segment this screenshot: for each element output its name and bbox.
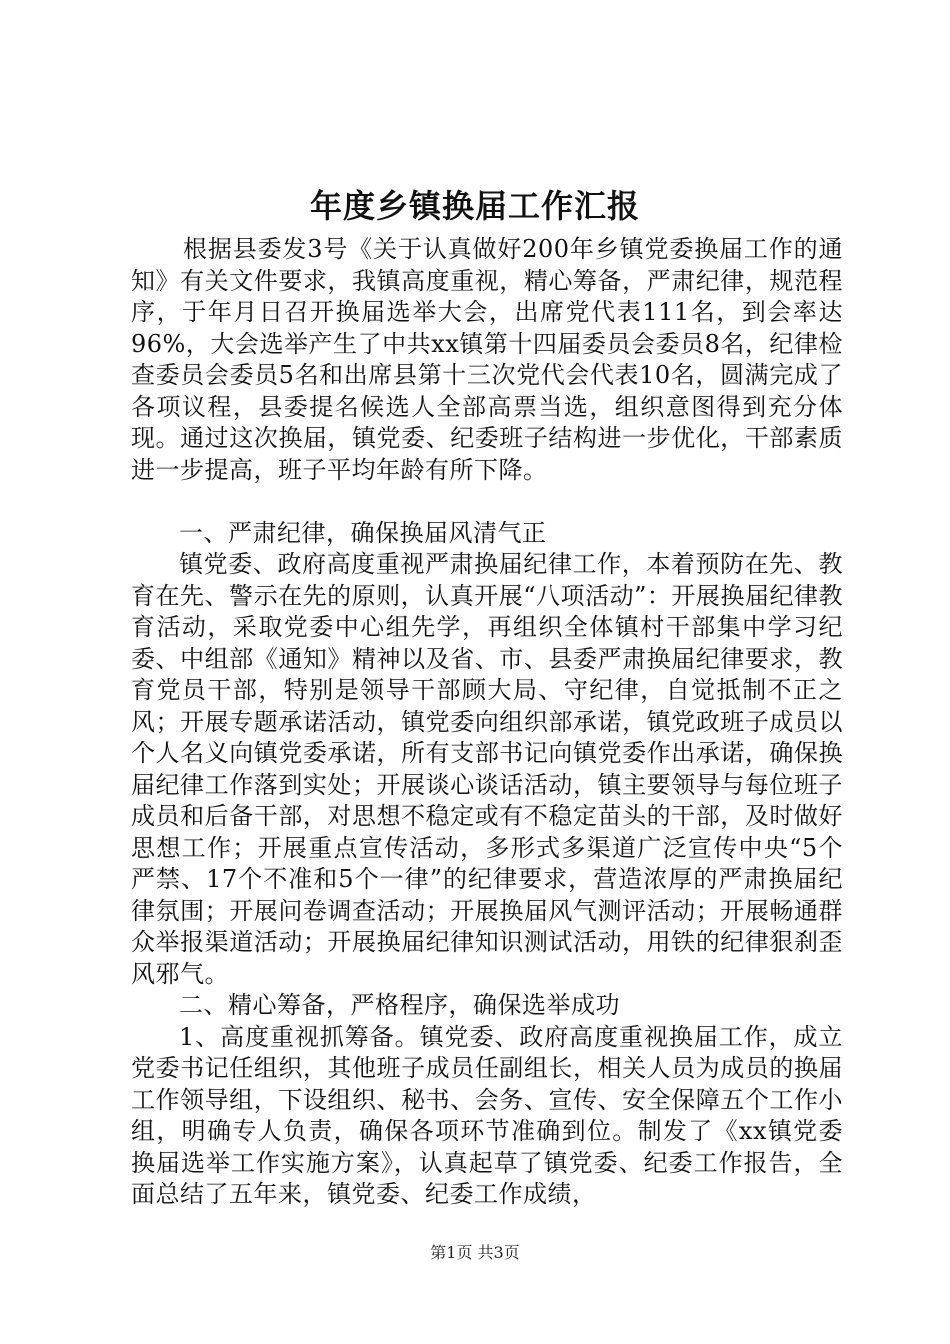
document-title: 年度乡镇换届工作汇报	[309, 187, 640, 225]
paragraph-spacer	[131, 486, 843, 518]
paragraph-discipline: 镇党委、政府高度重视严肃换届纪律工作，本着预防在先、教育在先、警示在先的原则，认真开展“八项活动”：开展换届纪律教育活动，采取党委中心组先学，再组织全体镇村干部集中学习纪委、中组部《通知》精神以及省、市、县委严肃换届纪律要求，教育党员干部，特别是领导干部顾大局、守纪律，自觉抵制不正之风；开展专题承诺活动，镇党委向组织部承诺，镇党政班子成员以个人名义向镇党委承诺，所有支部书记向镇党委作出承诺，确保换届纪律工作落到实处；开展谈心谈话活动，镇主要领导与每位班子成员和后备干部，对思想不稳定或有不稳定苗头的干部，及时做好思想工作；开展重点宣传活动，多形式多渠道广泛宣传中央“5个严禁、17个不准和5个一律”的纪律要求，营造浓厚的严肃换届纪律氛围；开展问卷调查活动；开展换届风气测评活动；开展畅通群众举报渠道活动；开展换届纪律知识测试活动，用铁的纪律狠刹歪风邪气。	[131, 550, 843, 988]
document-body	[131, 234, 843, 1211]
paragraph-intro: 根据县委发3号《关于认真做好200年乡镇党委换届工作的通知》有关文件要求，我镇高度重视，精心筹备，严肃纪律，规范程序，于年月日召开换届选举大会，出席党代表111名，到会率达96%，大会选举产生了中共xx镇第十四届委员会委员8名，纪律检查委员会委员5名和出席县第十三次党代会代表10名，圆满完成了各项议程，县委提名候选人全部高票当选，组织意图得到充分体现。通过这次换届，镇党委、纪委班子结构进一步优化，干部素质进一步提高，班子平均年龄有所下降。	[131, 235, 843, 484]
page-footer: 第1页 共3页	[430, 1243, 520, 1262]
paragraph-preparation: 1、高度重视抓筹备。镇党委、政府高度重视换届工作，成立党委书记任组织，其他班子成员任副组长，相关人员为成员的换届工作领导组，下设组织、秘书、会务、宣传、安全保障五个工作小组，明确专人负责，确保各项环节准确到位。制发了《xx镇党委换届选举工作实施方案》，认真起草了镇党委、纪委工作报告，全面总结了五年来，镇党委、纪委工作成绩，	[131, 1022, 843, 1208]
section-heading-2: 二、精心筹备，严格程序，确保选举成功	[179, 991, 620, 1019]
section-heading-1: 一、严肃纪律，确保换届风清气正	[179, 518, 547, 547]
